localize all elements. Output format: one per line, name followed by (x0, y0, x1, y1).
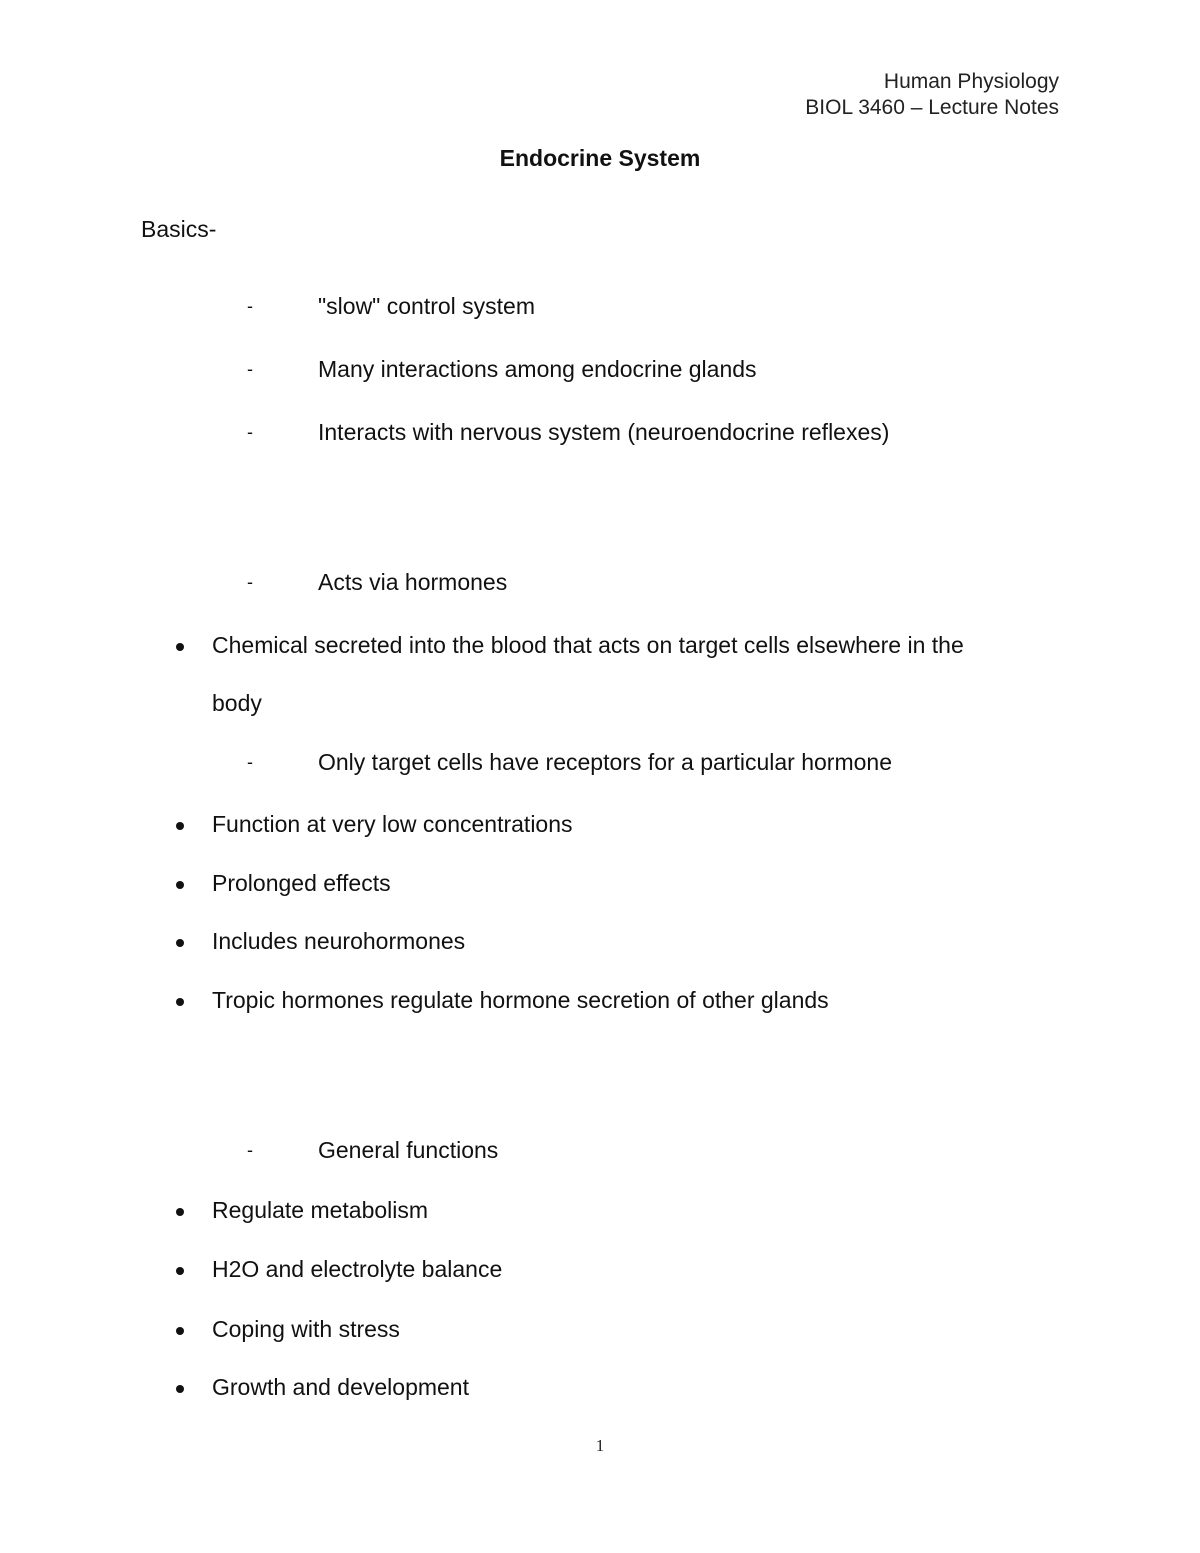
list-item-text: Many interactions among endocrine glands (318, 356, 757, 382)
bullet-icon (176, 939, 184, 947)
section-heading: Basics- (141, 216, 217, 242)
header-course: Human Physiology (883, 70, 1059, 93)
bullet-icon (176, 998, 184, 1006)
bullet-item-continuation: body (212, 690, 262, 716)
list-item-text: Interacts with nervous system (neuroendocrine reflexes) (318, 419, 890, 445)
page-number: 1 (595, 1436, 605, 1455)
bullet-item-text: Growth and development (212, 1374, 469, 1400)
bullet-item-text: Tropic hormones regulate hormone secretion of other glands (212, 987, 829, 1013)
bullet-icon (176, 881, 184, 889)
list-item-text: Only target cells have receptors for a particular hormone (318, 749, 892, 775)
dash-marker: - (247, 296, 253, 316)
bullet-item-text: Chemical secreted into the blood that acts on target cells elsewhere in the (212, 632, 964, 658)
bullet-icon (176, 822, 184, 830)
header-course-code: BIOL 3460 – Lecture Notes (805, 96, 1059, 119)
dash-marker: - (247, 359, 253, 379)
list-item-text: "slow" control system (318, 293, 535, 319)
bullet-item-text: Includes neurohormones (212, 928, 466, 954)
bullet-item-text: Regulate metabolism (212, 1197, 429, 1223)
bullet-icon (176, 1385, 184, 1393)
page-title: Endocrine System (499, 145, 701, 171)
dash-marker: - (247, 752, 253, 772)
bullet-item-text: Coping with stress (212, 1316, 400, 1342)
bullet-icon (176, 1267, 184, 1275)
bullet-icon (176, 1208, 184, 1216)
bullet-item-text: Function at very low concentrations (212, 811, 573, 837)
dash-marker: - (247, 572, 253, 592)
list-item-text: Acts via hormones (318, 569, 508, 595)
bullet-icon (176, 1327, 184, 1335)
bullet-item-text: Prolonged effects (212, 870, 391, 896)
bullet-item-text: H2O and electrolyte balance (212, 1256, 503, 1282)
dash-marker: - (247, 422, 253, 442)
list-item-text: General functions (318, 1137, 499, 1163)
bullet-icon (176, 643, 184, 651)
dash-marker: - (247, 1140, 253, 1160)
